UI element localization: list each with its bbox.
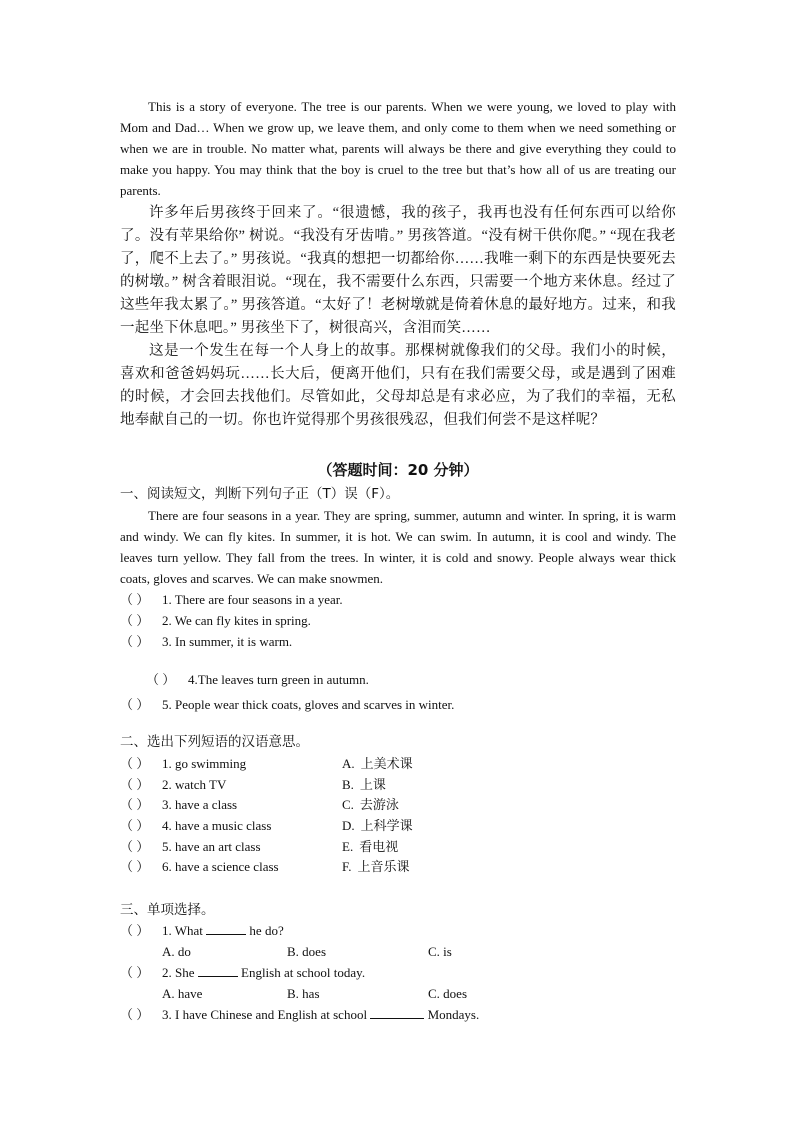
- option-letter: A.: [342, 756, 355, 771]
- mc-question-1: [120, 920, 676, 941]
- section-1: [120, 484, 676, 715]
- option-letter: C.: [342, 797, 354, 813]
- section-1-title: 一、阅读短文，判断下列句子正（T）误（F）。: [120, 486, 400, 502]
- tf-question-4: [120, 669, 676, 690]
- answer-bracket[interactable]: （ ）: [120, 838, 150, 854]
- tf-question-text: 2. We can fly kites in spring.: [162, 613, 311, 628]
- tf-question-text: 4.The leaves turn green in autumn.: [188, 672, 369, 687]
- story-chinese-paragraph-2: 这是一个发生在每一个人身上的故事。那棵树就像我们的父母。我们小的时候，喜欢和爸爸妈妈玩……长大后，便离开他们，只有在我们需要父母，或是遇到了困难的时候，才会回去找他们。尽管如此，父母却总是有求必应，为了我们的幸福，无私地奉献自己的一切。你也许觉得那个男孩很残忍，但我们何尝不是这样呢？: [120, 343, 676, 428]
- mc-question-1-options: [120, 941, 676, 962]
- phrase-text: 5. have an art class: [162, 838, 261, 854]
- match-row-4: [120, 816, 676, 837]
- answer-bracket[interactable]: （ ）: [120, 818, 150, 834]
- answer-blank[interactable]: [370, 1005, 424, 1019]
- chinese-meaning: 上科学课: [360, 819, 413, 835]
- question-text-after: Mondays.: [427, 1007, 480, 1022]
- question-text-after: English at school today.: [241, 965, 366, 980]
- tf-question-text: 5. People wear thick coats, gloves and scarves in winter.: [162, 697, 455, 712]
- phrase-text: 4. have a music class: [162, 818, 272, 834]
- match-row-5: [120, 837, 676, 858]
- answer-blank[interactable]: [198, 963, 238, 977]
- question-text-before: 1. What: [162, 923, 203, 938]
- tf-question-2: [120, 610, 676, 631]
- chinese-meaning: 上音乐课: [357, 860, 410, 876]
- section-3: [120, 900, 676, 1025]
- option-a[interactable]: A. do: [162, 944, 191, 959]
- answer-time-label: （答题时间：20 分钟）: [317, 461, 479, 479]
- answer-bracket[interactable]: （ ）: [120, 797, 150, 813]
- match-row-3: [120, 795, 676, 816]
- phrase-text: 2. watch TV: [162, 776, 227, 792]
- answer-bracket[interactable]: （ ）: [120, 756, 150, 771]
- story-chinese-paragraph-1: 许多年后男孩终于回来了。“很遗憾，我的孩子，我再也没有任何东西可以给你了。没有苹果给你” 树说。“我没有牙齿啃。” 男孩答道。“没有树干供你爬。” “现在我老了，爬不上去了。” 男孩说。“我真的想把一切都给你……我唯一剩下的东西是快要死去的树墩。” 树含着眼泪说。“现在，我不需要什么东西，只需要一个地方来休息。经过了这些年我太累了。” 男孩答道。“太好了！老树墩就是倚着休息的最好地方。过来，和我一起坐下休息吧。” 男孩坐下了，树很高兴，含泪而笑……: [120, 205, 676, 336]
- option-c[interactable]: C. does: [428, 986, 467, 1001]
- match-row-2: [120, 775, 676, 796]
- answer-bracket[interactable]: （ ）: [120, 592, 150, 607]
- section-2-title: 二、选出下列短语的汉语意思。: [120, 734, 309, 750]
- option-b[interactable]: B. has: [287, 986, 320, 1001]
- chinese-meaning: 上课: [359, 777, 386, 793]
- tf-question-text: 3. In summer, it is warm.: [162, 634, 293, 649]
- option-a[interactable]: A. have: [162, 986, 203, 1001]
- phrase-text: 6. have a science class: [162, 859, 279, 875]
- option-c[interactable]: C. is: [428, 944, 452, 959]
- phrase-text: 1. go swimming: [162, 756, 247, 771]
- option-letter: B.: [342, 776, 354, 792]
- phrase-text: 3. have a class: [162, 797, 238, 813]
- answer-bracket[interactable]: （ ）: [146, 672, 176, 687]
- story-english-paragraph: This is a story of everyone. The tree is our parents. When we were young, we loved to play with Mom and Dad… When we grow up, we leave them, and only come to them when we need something or when we are in trouble. No matter what, parents will always be there and give everything they could to make you happy. You may think that the boy is cruel to the tree but that’s how all of us are treating our parents.: [120, 99, 676, 198]
- chinese-meaning: 上美术课: [360, 757, 413, 772]
- tf-question-1: [120, 589, 676, 610]
- answer-bracket[interactable]: （ ）: [120, 613, 150, 628]
- tf-question-5: [120, 694, 676, 715]
- question-text-before: 2. She: [162, 965, 195, 980]
- answer-bracket[interactable]: （ ）: [120, 1007, 150, 1022]
- section-2: [120, 732, 676, 878]
- mc-question-3: [120, 1004, 676, 1025]
- answer-blank[interactable]: [206, 921, 246, 935]
- answer-bracket[interactable]: （ ）: [120, 697, 150, 712]
- match-row-1: [120, 754, 676, 775]
- option-letter: D.: [342, 818, 355, 834]
- option-b[interactable]: B. does: [287, 944, 326, 959]
- option-letter: F.: [342, 859, 352, 875]
- question-text-after: he do?: [249, 923, 284, 938]
- worksheet-page: [120, 96, 676, 1022]
- chinese-meaning: 去游泳: [359, 798, 399, 814]
- tf-question-3: [120, 631, 676, 652]
- answer-bracket[interactable]: （ ）: [120, 923, 150, 938]
- section-3-title: 三、单项选择。: [120, 902, 215, 918]
- section-1-passage: There are four seasons in a year. They are spring, summer, autumn and winter. In spring, it is warm and windy. We can fly kites. In summer, it is hot. We can swim. In autumn, it is cool and windy. The leaves turn yellow. They fall from the trees. In winter, it is cold and snowy. People always wear thick coats, gloves and scarves. We can make snowmen.: [120, 508, 676, 586]
- answer-bracket[interactable]: （ ）: [120, 859, 150, 875]
- match-row-6: [120, 857, 676, 878]
- mc-question-2-options: [120, 983, 676, 1004]
- answer-bracket[interactable]: （ ）: [120, 776, 150, 792]
- answer-bracket[interactable]: （ ）: [120, 965, 150, 980]
- tf-question-text: 1. There are four seasons in a year.: [162, 592, 343, 607]
- mc-question-2: [120, 962, 676, 983]
- answer-bracket[interactable]: （ ）: [120, 634, 150, 649]
- option-letter: E.: [342, 838, 354, 854]
- question-text-before: 3. I have Chinese and English at school: [162, 1007, 368, 1022]
- chinese-meaning: 看电视: [359, 839, 399, 855]
